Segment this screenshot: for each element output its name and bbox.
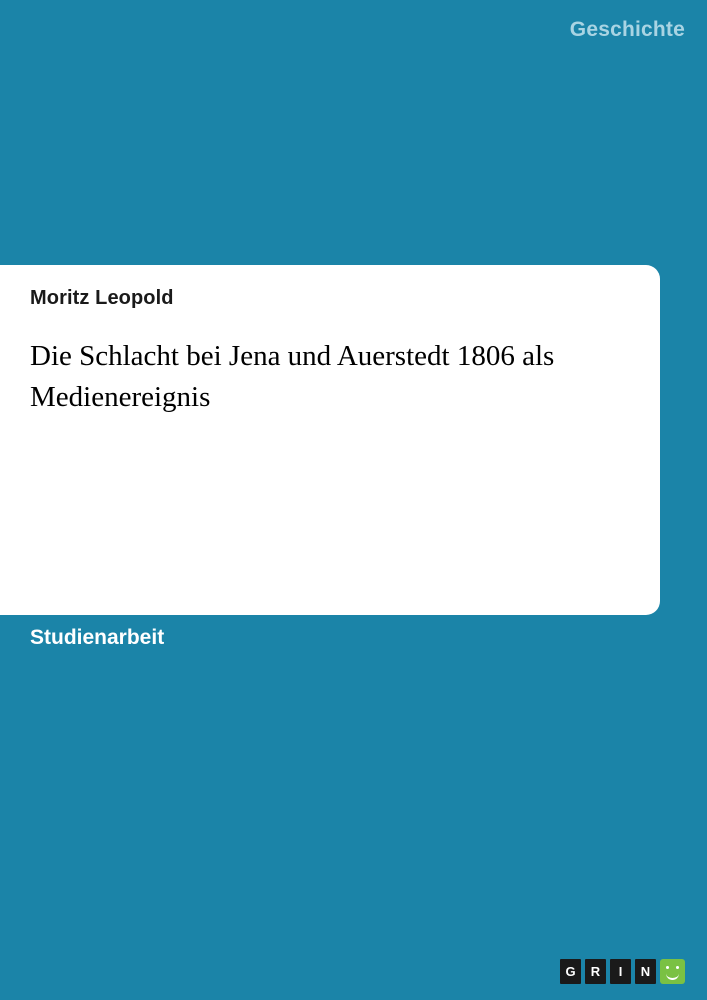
page-title: Die Schlacht bei Jena und Auerstedt 1806 als Medienereignis [30, 340, 555, 414]
logo-letter-n: N [635, 959, 656, 984]
logo-letter-r: R [585, 959, 606, 984]
title-card [0, 265, 660, 615]
smiley-icon [660, 959, 685, 984]
grin-logo [560, 959, 685, 984]
document-type-label: Studienarbeit [30, 626, 165, 649]
category-label: Geschichte [569, 18, 685, 41]
logo-letter-i: I [610, 959, 631, 984]
author-name: Moritz Leopold [30, 287, 174, 309]
logo-letter-g: G [560, 959, 581, 984]
